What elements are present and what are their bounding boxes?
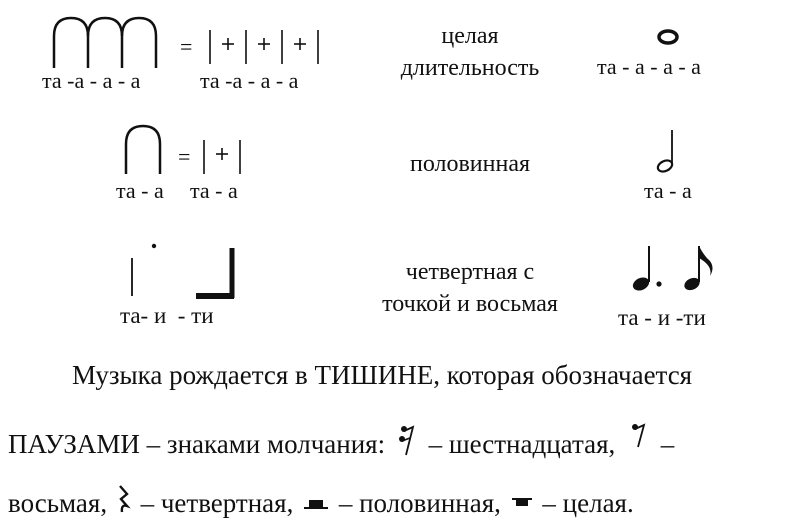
eighth-note-icon — [680, 244, 716, 294]
note-syllables-whole: та - а - а - а — [597, 54, 701, 79]
dotted-quarter-note-icon — [628, 244, 664, 294]
whole-note-icon — [656, 29, 680, 45]
bar-diagram-whole — [206, 28, 326, 68]
equals-sign: = — [178, 144, 191, 169]
bar-diagram-half — [200, 138, 250, 178]
paragraph-line-1: Музыка рождается в ТИШИНЕ, которая обозначается — [72, 360, 693, 390]
label-half: половинная — [409, 151, 531, 177]
arc-diagram-whole — [52, 14, 172, 74]
syllables-left-whole: та -а - а - а — [42, 68, 141, 93]
label-dotted: четвертная с точкой и восьмая — [382, 259, 558, 317]
paragraph-line-3: восьмая, – четвертная, – половинная, – целая. — [8, 484, 634, 517]
whole-rest-icon — [510, 496, 534, 510]
half-rest-icon — [302, 496, 330, 510]
arc-diagram-half — [124, 124, 174, 179]
quarter-rest-icon — [116, 484, 132, 514]
equals-sign: = — [180, 34, 193, 59]
syllables-right-half: та - а — [190, 178, 238, 203]
eighth-rest-icon — [630, 421, 648, 451]
syllables-left-dotted: та- и - ти — [120, 303, 214, 328]
note-syllables-half: та - а — [644, 178, 692, 203]
note-syllables-dotted: та - и -ти — [618, 305, 706, 330]
syllables-right-whole: та -а - а - а — [200, 68, 299, 93]
rhythm-diagram-dotted — [126, 240, 241, 302]
half-note-icon — [650, 128, 680, 176]
syllables-left-half: та - а — [116, 178, 164, 203]
paragraph-line-2: ПАУЗАМИ – знаками молчания: – шестнадцатая, – — [8, 421, 674, 458]
label-whole: целая длительность — [400, 23, 540, 81]
sixteenth-rest-icon — [398, 423, 418, 457]
